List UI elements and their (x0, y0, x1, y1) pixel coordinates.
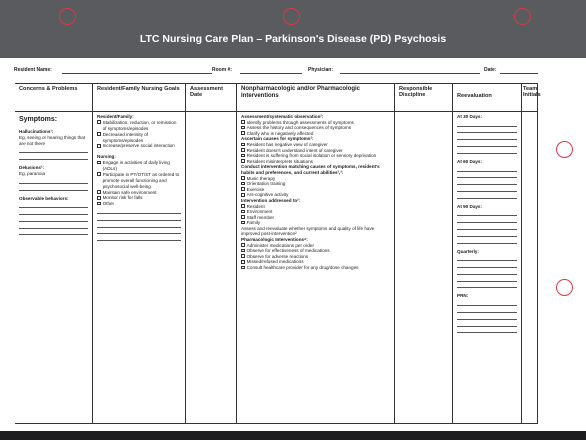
goal-checkbox-item[interactable]: Other (97, 201, 181, 207)
intervention-checkbox-item[interactable]: Resident misinterprets situations (241, 159, 390, 165)
write-line[interactable] (457, 268, 517, 275)
intervention-checkbox-item[interactable]: Administer medications per order (241, 243, 390, 249)
write-line[interactable] (457, 237, 517, 244)
hallucinations-label: Hallucinations¹: (19, 128, 54, 134)
date-label: Date: (484, 67, 497, 73)
write-line[interactable] (457, 313, 517, 320)
checkbox[interactable] (97, 132, 101, 136)
write-line[interactable] (457, 254, 517, 261)
intervention-checkbox-item[interactable]: Resident (241, 204, 390, 210)
checkbox[interactable] (97, 144, 101, 148)
reeval-30-days-label: At 30 Days: (457, 114, 483, 119)
checkbox[interactable] (241, 254, 245, 258)
write-line[interactable] (457, 216, 517, 223)
write-line[interactable] (457, 140, 517, 147)
write-line[interactable] (19, 208, 88, 215)
intervention-checkbox-item[interactable]: Assess the history and consequences of symptoms (241, 125, 390, 131)
resident-info-row (14, 67, 574, 77)
symptoms-heading: Symptoms: (19, 116, 58, 123)
reeval-90-days-label: At 90 Days: (457, 203, 483, 209)
reassess-text: Assess and reevaluate whether symptoms and quality of life have improved post-intervention² (241, 225, 375, 237)
observation-label: Assessment/systematic observation²: (241, 114, 324, 119)
registration-mark-icon (283, 8, 300, 25)
checkbox[interactable] (97, 172, 101, 176)
physician-field[interactable] (340, 73, 480, 74)
concerns-column (15, 83, 93, 423)
intervention-checkbox-item[interactable]: Observe for effectiveness of medications (241, 248, 390, 254)
write-line[interactable] (457, 320, 517, 327)
goal-checkbox-item[interactable]: Engage in activities of daily living (ADLs) (97, 160, 181, 172)
discipline-header: Responsible Discipline (399, 86, 433, 99)
write-line[interactable] (19, 215, 88, 222)
care-plan-table (15, 83, 541, 423)
resident-name-field[interactable] (62, 73, 212, 74)
checkbox[interactable] (97, 161, 101, 165)
checkbox[interactable] (241, 210, 245, 214)
write-line[interactable] (97, 228, 181, 235)
pharmacologic-label: Pharmacologic Interventions⁴: (241, 237, 308, 243)
write-line[interactable] (19, 184, 88, 191)
goals-column (93, 83, 186, 423)
checkbox[interactable] (241, 215, 245, 219)
write-line[interactable] (457, 327, 517, 334)
checkbox[interactable] (241, 154, 245, 158)
registration-mark-icon (556, 141, 573, 158)
write-line[interactable] (457, 261, 517, 268)
room-label: Room #: (212, 67, 232, 73)
addressed-label: Intervention addressed to²: (241, 197, 301, 203)
write-line[interactable] (457, 185, 517, 192)
checkbox[interactable] (241, 260, 245, 264)
registration-mark-icon (556, 279, 573, 296)
checkbox[interactable] (97, 120, 101, 124)
resident-family-label: Resident/Family: (97, 114, 134, 119)
checkbox[interactable] (241, 131, 245, 135)
checkbox[interactable] (241, 159, 245, 163)
checkbox[interactable] (241, 126, 245, 130)
conduct-label: Conduct intervention matching causes of symptoms, resident's habits and preferences, and current abilities²,³: (241, 164, 380, 175)
checkbox[interactable] (241, 120, 245, 124)
goal-checkbox-item[interactable]: Decreased intensity of symptoms/episodes (97, 132, 181, 144)
assessment-date-header: Assessment Date (190, 86, 223, 99)
room-field[interactable] (240, 73, 302, 74)
write-line[interactable] (457, 192, 517, 199)
write-line[interactable] (457, 275, 517, 282)
write-line[interactable] (457, 120, 517, 127)
goal-checkbox-item[interactable]: Maintain safe environment (97, 190, 181, 196)
intervention-checkbox-item[interactable]: Clarify who is negatively affected (241, 131, 390, 137)
write-line[interactable] (19, 201, 88, 208)
checkbox[interactable] (97, 196, 101, 200)
interventions-column (237, 83, 395, 423)
write-line[interactable] (97, 234, 181, 241)
delusions-description: Eg, paranoia (19, 171, 46, 177)
write-line[interactable] (19, 147, 88, 154)
bottom-bar (0, 431, 586, 440)
reeval-60-days-label: At 60 Days: (457, 158, 483, 164)
checkbox[interactable] (241, 176, 245, 180)
causes-label: Ascertain causes for symptoms²: (241, 136, 314, 142)
hallucinations-description: Eg, seeing or hearing things that are not there (19, 134, 86, 146)
goals-header: Resident/Family Nursing Goals (97, 86, 180, 92)
intervention-checkbox-item[interactable]: Resident has negative view of caregiver (241, 142, 390, 148)
reeval-quarterly-label: Quarterly: (457, 248, 479, 254)
checkbox[interactable] (241, 249, 245, 253)
write-line[interactable] (457, 178, 517, 185)
checkbox[interactable] (241, 221, 245, 225)
document-title: LTC Nursing Care Plan – Parkinson's Disease (PD) Psychosis (139, 33, 447, 45)
reevaluation-header: Reevaluation (457, 93, 492, 99)
physician-label: Physician: (308, 67, 334, 73)
checkbox[interactable] (241, 143, 245, 147)
checkbox[interactable] (97, 202, 101, 206)
intervention-checkbox-item[interactable]: Music therapy (241, 176, 390, 182)
write-line[interactable] (457, 210, 517, 217)
checkbox[interactable] (97, 190, 101, 194)
goal-checkbox-item[interactable]: Monitor risk for falls (97, 195, 181, 201)
write-line[interactable] (19, 153, 88, 160)
checkbox[interactable] (241, 243, 245, 247)
intervention-checkbox-item[interactable]: Ars-cognitive activity (241, 192, 390, 198)
write-line[interactable] (457, 306, 517, 313)
goal-checkbox-item[interactable]: Participate in PT/OT/ST as ordered to promote overall functioning and psychosocial well-being (97, 172, 181, 190)
write-line[interactable] (19, 222, 88, 229)
interventions-header: Nonpharmacologic and/or Pharmacologic Interventions (241, 86, 361, 99)
team-initials-header: Team Initials (523, 86, 541, 99)
delusions-label: Delusions¹: (19, 165, 45, 171)
assessment-date-column (186, 83, 237, 423)
intervention-checkbox-item[interactable]: Orientation training (241, 181, 390, 187)
write-line[interactable] (457, 230, 517, 237)
intervention-checkbox-item[interactable]: Identify problems through assessments of symptoms (241, 120, 390, 126)
write-line[interactable] (19, 229, 88, 236)
team-initials-column (522, 83, 541, 423)
write-line[interactable] (457, 147, 517, 154)
write-line[interactable] (457, 172, 517, 179)
goal-checkbox-item[interactable]: Increase/preserve social interaction (97, 143, 181, 149)
write-line[interactable] (457, 127, 517, 134)
observable-behaviors-label: Observable behaviors: (19, 195, 69, 201)
intervention-checkbox-item[interactable]: Missed/refused medications (241, 259, 390, 265)
intervention-checkbox-item[interactable]: Resident doesn't understand intent of caregiver (241, 148, 390, 154)
intervention-checkbox-item[interactable]: Staff member (241, 215, 390, 221)
checkbox[interactable] (241, 148, 245, 152)
resident-name-label: Resident Name: (14, 67, 52, 73)
checkbox[interactable] (241, 182, 245, 186)
intervention-checkbox-item[interactable]: Environment (241, 209, 390, 215)
nursing-label: Nursing: (97, 154, 116, 160)
intervention-checkbox-item[interactable]: Family (241, 220, 390, 226)
registration-mark-icon (59, 8, 76, 25)
checkbox[interactable] (241, 204, 245, 208)
write-line[interactable] (457, 282, 517, 289)
write-line[interactable] (97, 214, 181, 221)
reeval-prn-label: PRN: (457, 293, 469, 299)
write-line[interactable] (457, 223, 517, 230)
write-line[interactable] (97, 221, 181, 228)
checkbox[interactable] (241, 193, 245, 197)
concerns-header: Concerns & Problems (19, 86, 78, 92)
intervention-checkbox-item[interactable]: Observe for adverse reactions (241, 254, 390, 260)
goal-checkbox-item[interactable]: Stabilization, reduction, or remission of symptoms/episodes (97, 120, 181, 132)
write-line[interactable] (97, 207, 181, 214)
write-line[interactable] (19, 177, 88, 184)
reevaluation-column (453, 83, 522, 423)
discipline-column (395, 83, 453, 423)
write-line[interactable] (457, 299, 517, 306)
intervention-checkbox-item[interactable]: Exercise (241, 187, 390, 193)
write-line[interactable] (457, 165, 517, 172)
intervention-checkbox-item[interactable]: Consult healthcare provider for any drug/dose changes (241, 265, 390, 271)
checkbox[interactable] (241, 187, 245, 191)
checkbox[interactable] (241, 266, 245, 270)
intervention-checkbox-item[interactable]: Resident is suffering from social isolation or sensory deprivation (241, 153, 390, 159)
registration-mark-icon (514, 8, 531, 25)
write-line[interactable] (457, 133, 517, 140)
date-field[interactable] (500, 73, 538, 74)
